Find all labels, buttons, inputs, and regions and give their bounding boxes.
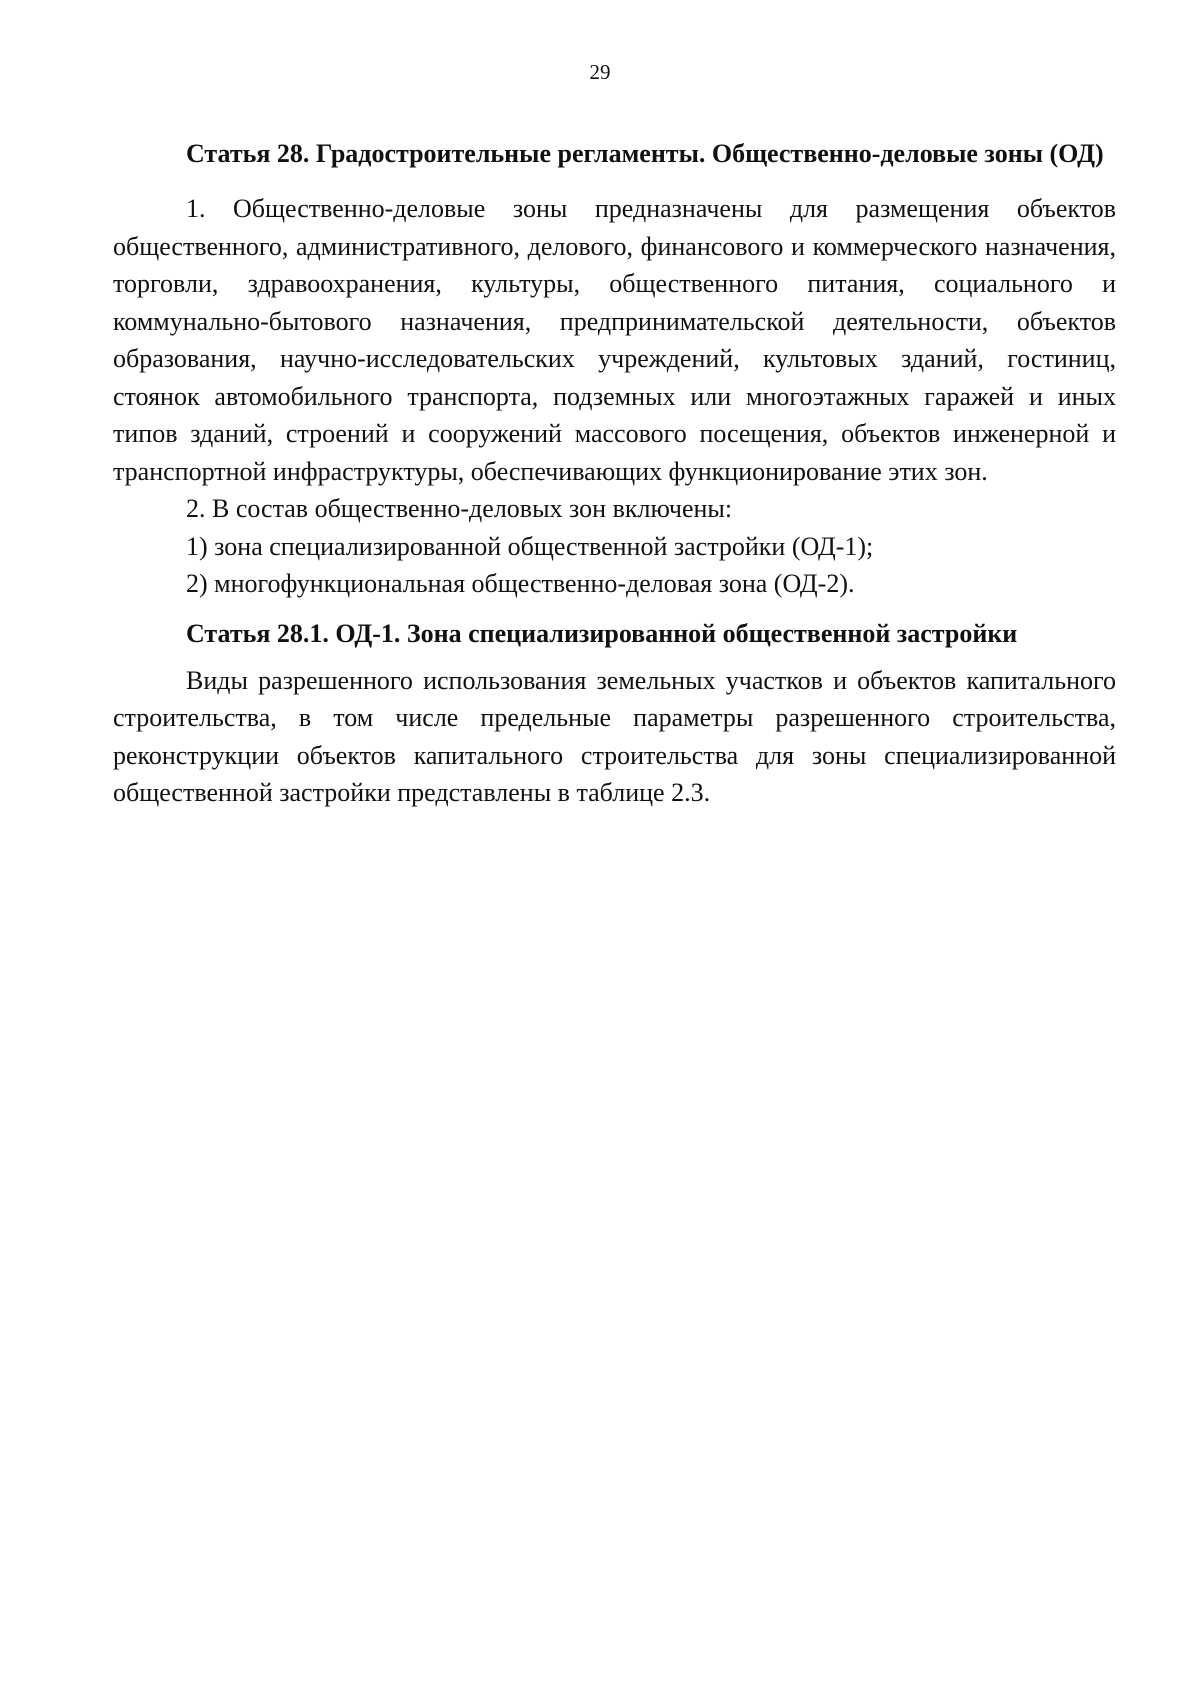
page-number: 29 (589, 60, 611, 84)
article-title: Статья 28. Градостроительные регламенты. Общественно-деловые зоны (ОД) (186, 139, 1104, 168)
paragraph-composition: 2. В состав общественно-деловых зон включены: (186, 494, 733, 523)
list-item-od1: 1) зона специализированной общественной застройки (ОД-1); (186, 531, 874, 561)
subarticle-paragraph: Виды разрешенного использования земельных участков и объектов капитального строительства, в том числе предельные параметры разрешенного строительства, реконструкции объектов капитального строительства для зоны специализированной общественной застройки представлены в таблице 2.3. (113, 665, 1116, 807)
list-item-od2: 2) многофункциональная общественно-деловая зона (ОД-2). (186, 569, 855, 598)
page-content (113, 135, 1116, 812)
paragraph-purpose: 1. Общественно-деловые зоны предназначены для размещения объектов общественного, административного, делового, финансового и коммерческого назначения, торговли, здравоохранения, культуры, общественного питания, социального и коммунально-бытового назначения, предпринимательской деятельности, объектов образования, научно-исследовательских учреждений, культовых зданий, гостиниц, стоянок автомобильного транспорта, подземных или многоэтажных гаражей и иных типов зданий, строений и сооружений массового посещения, объектов инженерной и транспортной инфраструктуры, обеспечивающих функционирование этих зон. (113, 194, 1116, 486)
subarticle-title: Статья 28.1. ОД-1. Зона специализированной общественной застройки (186, 618, 1018, 648)
